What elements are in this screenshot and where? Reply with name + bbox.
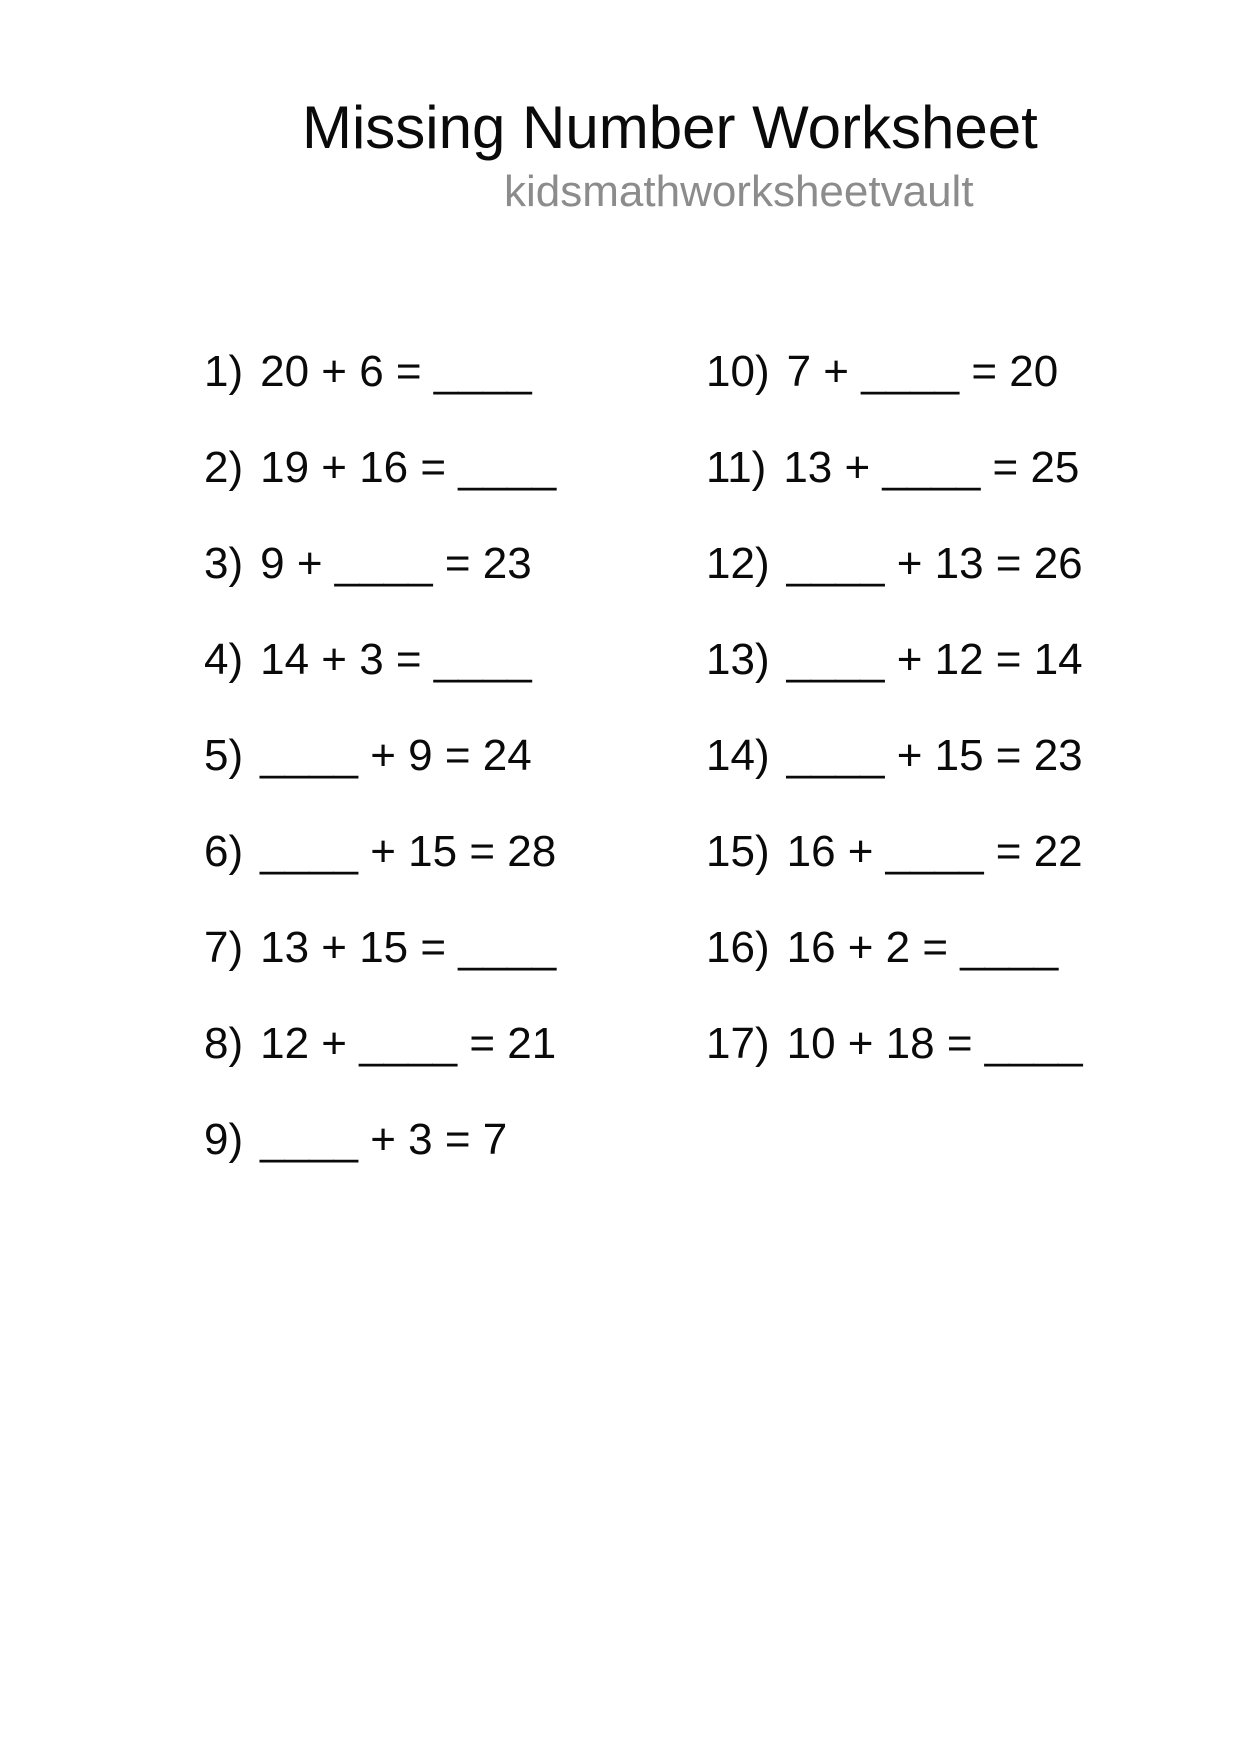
- problem-number: 6): [204, 827, 244, 876]
- problem-row: [706, 708, 1083, 804]
- problem-number: 8): [204, 1019, 244, 1068]
- problem-row: [706, 996, 1083, 1092]
- problem-number: 13): [706, 635, 770, 684]
- problem-row: [706, 900, 1083, 996]
- problem-row: [204, 612, 556, 708]
- problem-number: 14): [706, 731, 770, 780]
- problem-equation: 13 + ____ = 25: [783, 443, 1080, 492]
- problem-number: 1): [204, 347, 244, 396]
- problem-equation: 16 + ____ = 22: [786, 827, 1083, 876]
- problem-equation: 12 + ____ = 21: [260, 1019, 557, 1068]
- problem-equation: 14 + 3 = ____: [260, 635, 532, 684]
- problem-equation: ____ + 13 = 26: [786, 539, 1083, 588]
- problem-equation: ____ + 9 = 24: [260, 731, 532, 780]
- problem-equation: 7 + ____ = 20: [786, 347, 1059, 396]
- problem-equation: 13 + 15 = ____: [260, 923, 557, 972]
- problem-row: [706, 324, 1083, 420]
- problem-row: [204, 804, 556, 900]
- problem-equation: 20 + 6 = ____: [260, 347, 532, 396]
- problem-number: 5): [204, 731, 244, 780]
- problem-number: 12): [706, 539, 770, 588]
- problem-equation: 10 + 18 = ____: [786, 1019, 1083, 1068]
- problem-row: [204, 900, 556, 996]
- problem-number: 9): [204, 1115, 244, 1164]
- page-subtitle: kidsmathworksheetvault: [504, 167, 974, 216]
- problem-row: [706, 612, 1083, 708]
- problem-number: 15): [706, 827, 770, 876]
- problem-row: [204, 996, 556, 1092]
- problem-row: [706, 516, 1083, 612]
- problem-row: [204, 708, 556, 804]
- problem-equation: 16 + 2 = ____: [786, 923, 1059, 972]
- problems-column-left: [204, 324, 556, 1188]
- problem-equation: ____ + 15 = 28: [260, 827, 557, 876]
- page-title: Missing Number Worksheet: [302, 94, 1038, 161]
- problem-number: 10): [706, 347, 770, 396]
- problem-number: 16): [706, 923, 770, 972]
- problem-equation: ____ + 12 = 14: [786, 635, 1083, 684]
- problem-equation: ____ + 3 = 7: [260, 1115, 508, 1164]
- problem-row: [204, 1092, 556, 1188]
- problem-equation: 19 + 16 = ____: [260, 443, 557, 492]
- problem-row: [706, 420, 1083, 516]
- problem-row: [706, 804, 1083, 900]
- problem-number: 2): [204, 443, 244, 492]
- problem-number: 7): [204, 923, 244, 972]
- problem-row: [204, 516, 556, 612]
- problems-column-right: [706, 324, 1083, 1092]
- problem-row: [204, 324, 556, 420]
- problem-equation: 9 + ____ = 23: [260, 539, 532, 588]
- problem-number: 11): [706, 443, 767, 492]
- problem-number: 17): [706, 1019, 770, 1068]
- problem-number: 4): [204, 635, 244, 684]
- problem-row: [204, 420, 556, 516]
- problem-number: 3): [204, 539, 244, 588]
- problem-equation: ____ + 15 = 23: [786, 731, 1083, 780]
